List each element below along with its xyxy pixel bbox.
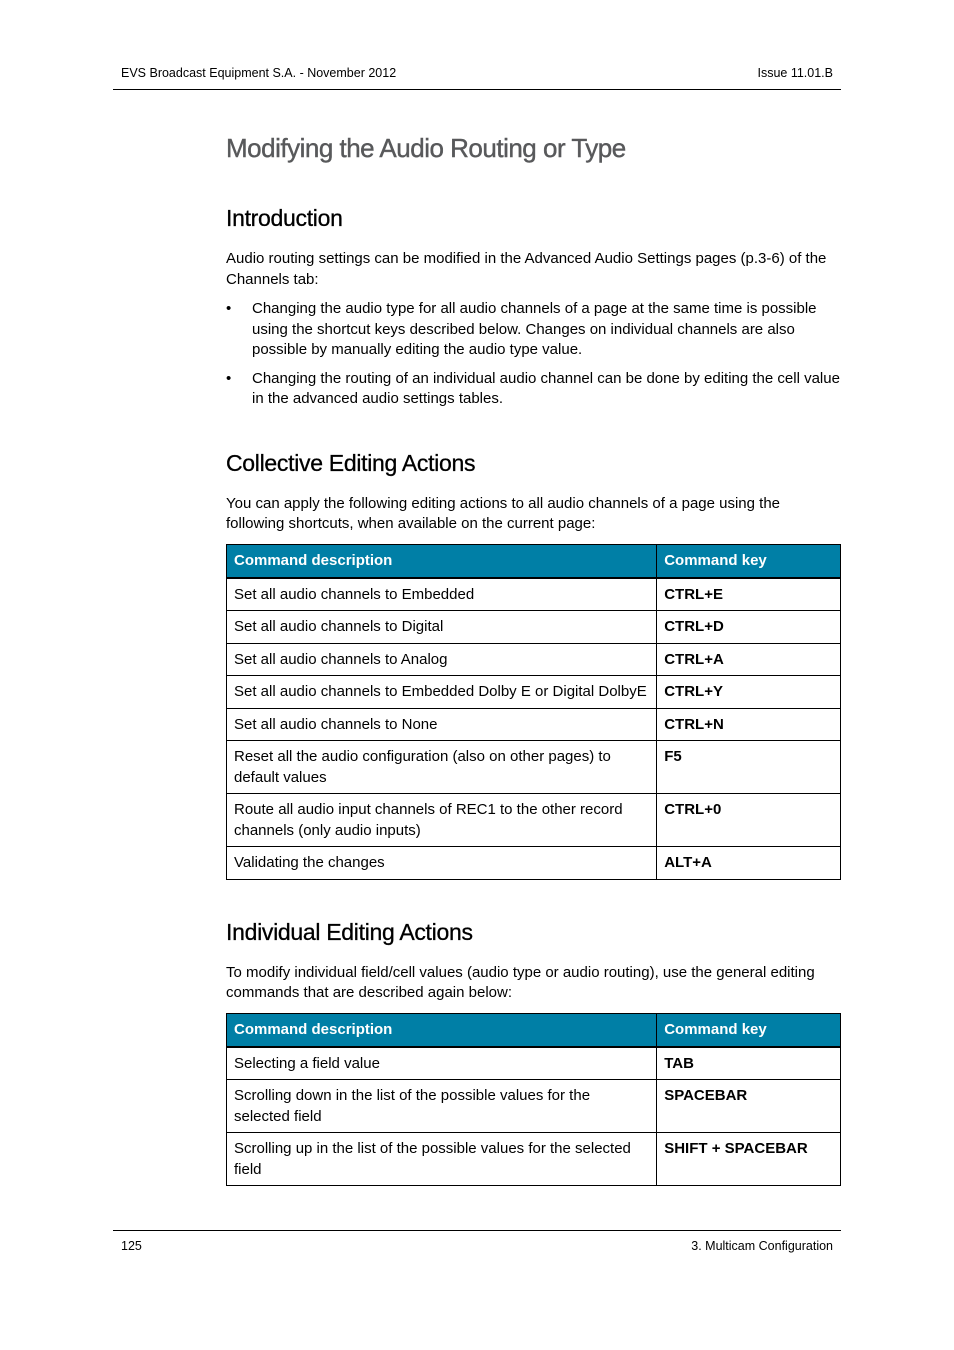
table-row [227, 676, 841, 709]
introduction-bullet-list [226, 299, 841, 410]
page-title: Modifying the Audio Routing or Type [226, 133, 626, 163]
header-publisher: EVS Broadcast Equipment S.A. - November 2012 [121, 66, 397, 80]
command-description: Set all audio channels to Embedded [227, 578, 657, 611]
command-key: CTRL+A [657, 643, 841, 676]
column-header-key: Command key [657, 1013, 841, 1047]
table-header-row [227, 544, 841, 578]
command-key: CTRL+D [657, 611, 841, 644]
list-item: • Changing the audio type for all audio channels of a page at the same time is possible using the shortcut keys described below. Changes on individual channels are also possible by manually editing the audio type value. [226, 300, 817, 358]
table-row [227, 1133, 841, 1186]
table-row [227, 643, 841, 676]
table-row [227, 578, 841, 611]
column-header-description: Command description [227, 1013, 657, 1047]
command-description: Validating the changes [227, 847, 657, 880]
bullet-icon: • [226, 369, 232, 387]
command-description: Route all audio input channels of REC1 to the other record channels (only audio inputs) [227, 794, 657, 847]
table-row [227, 611, 841, 644]
list-item: • Changing the routing of an individual audio channel can be done by editing the cell value in the advanced audio settings tables. [226, 369, 840, 407]
command-key: ALT+A [657, 847, 841, 880]
individual-shortcuts-table [226, 1013, 841, 1187]
command-description: Set all audio channels to Analog [227, 643, 657, 676]
introduction-paragraph: Audio routing settings can be modified in the Advanced Audio Settings pages (p.3-6) of the Channels tab: [226, 250, 827, 288]
header-issue: Issue 11.01.B [757, 66, 833, 80]
table-row [227, 1047, 841, 1080]
table-row [227, 847, 841, 880]
table-row [227, 741, 841, 794]
command-description: Scrolling down in the list of the possible values for the selected field [227, 1080, 657, 1133]
column-header-description: Command description [227, 544, 657, 578]
individual-heading: Individual Editing Actions [226, 918, 473, 945]
collective-shortcuts-table [226, 544, 841, 880]
chapter-name: 3. Multicam Configuration [691, 1239, 833, 1253]
command-key: CTRL+Y [657, 676, 841, 709]
command-key: CTRL+N [657, 708, 841, 741]
command-key: SHIFT + SPACEBAR [657, 1133, 841, 1186]
command-description: Scrolling up in the list of the possible values for the selected field [227, 1133, 657, 1186]
table-header-row [227, 1013, 841, 1047]
page-number: 125 [121, 1239, 142, 1253]
table-row [227, 794, 841, 847]
page-header [113, 60, 841, 90]
command-description: Reset all the audio configuration (also on other pages) to default values [227, 741, 657, 794]
command-key: CTRL+E [657, 578, 841, 611]
bullet-icon: • [226, 300, 232, 317]
introduction-heading: Introduction [226, 205, 343, 231]
command-key: SPACEBAR [657, 1080, 841, 1133]
command-description: Set all audio channels to None [227, 708, 657, 741]
table-row [227, 1080, 841, 1133]
table-row [227, 708, 841, 741]
collective-heading: Collective Editing Actions [226, 449, 476, 476]
page-footer [113, 1230, 841, 1260]
command-description: Set all audio channels to Embedded Dolby E or Digital DolbyE [227, 676, 657, 709]
page-content [226, 130, 841, 1186]
column-header-key: Command key [657, 544, 841, 578]
command-key: TAB [657, 1047, 841, 1080]
command-key: F5 [657, 741, 841, 794]
collective-paragraph: You can apply the following editing actions to all audio channels of a page using the following shortcuts, when available on the current page: [226, 494, 781, 532]
individual-paragraph: To modify individual field/cell values (audio type or audio routing), use the general editing commands that are described again below: [226, 963, 815, 1001]
command-key: CTRL+0 [657, 794, 841, 847]
command-description: Selecting a field value [227, 1047, 657, 1080]
command-description: Set all audio channels to Digital [227, 611, 657, 644]
